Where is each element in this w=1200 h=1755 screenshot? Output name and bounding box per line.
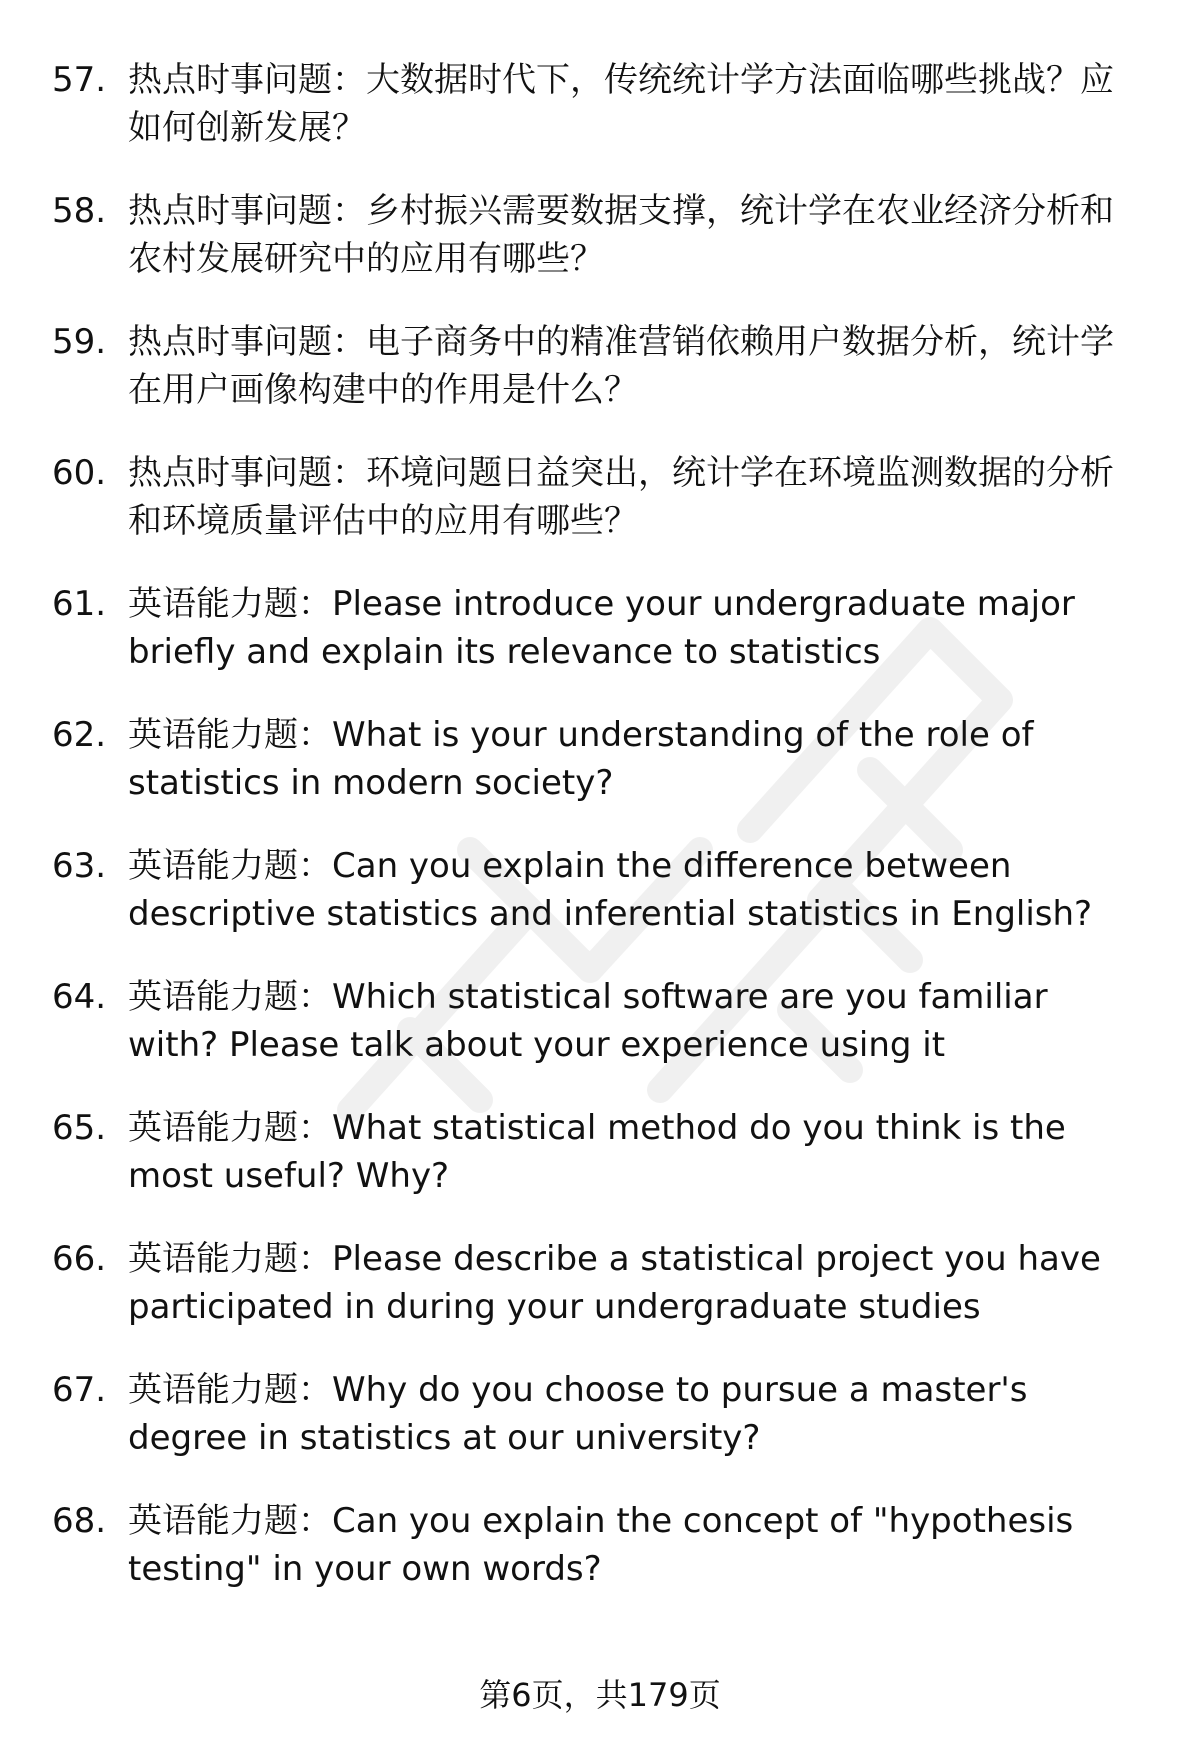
- question-number: 58.: [52, 191, 107, 231]
- question-text: 英语能力题：What statistical method do you think is the most useful? Why?: [128, 1108, 1066, 1196]
- question-number: 66.: [52, 1239, 107, 1279]
- question-text: 热点时事问题：大数据时代下，传统统计学方法面临哪些挑战？应如何创新发展？: [128, 60, 1114, 148]
- question-number: 60.: [52, 453, 107, 493]
- question-text: 英语能力题：What is your understanding of the role of statistics in modern society?: [128, 715, 1034, 803]
- question-text: 英语能力题：Why do you choose to pursue a master's degree in statistics at our university?: [128, 1370, 1028, 1458]
- question-item-63: [52, 842, 1142, 973]
- question-item-57: [52, 56, 1142, 187]
- question-text: 热点时事问题：电子商务中的精准营销依赖用户数据分析，统计学在用户画像构建中的作用是什么？: [128, 322, 1114, 410]
- question-list: [52, 56, 1142, 1628]
- question-item-68: [52, 1497, 1142, 1628]
- question-number: 62.: [52, 715, 107, 755]
- question-item-62: [52, 711, 1142, 842]
- question-text: 英语能力题：Which statistical software are you familiar with? Please talk about your experience using it: [128, 977, 1048, 1065]
- question-text: 热点时事问题：乡村振兴需要数据支撑，统计学在农业经济分析和农村发展研究中的应用有哪些？: [128, 191, 1114, 279]
- question-number: 61.: [52, 584, 107, 624]
- question-number: 65.: [52, 1108, 107, 1148]
- question-number: 67.: [52, 1370, 107, 1410]
- question-item-61: [52, 580, 1142, 711]
- question-item-59: [52, 318, 1142, 449]
- question-item-58: [52, 187, 1142, 318]
- page-indicator: 第6页，共179页: [479, 1676, 721, 1714]
- question-text: 英语能力题：Please describe a statistical project you have participated in during your undergraduate studies: [128, 1239, 1101, 1327]
- question-item-66: [52, 1235, 1142, 1366]
- question-item-65: [52, 1104, 1142, 1235]
- question-number: 59.: [52, 322, 107, 362]
- question-number: 64.: [52, 977, 107, 1017]
- question-text: 英语能力题：Please introduce your undergraduate major briefly and explain its relevance to statistics: [128, 584, 1075, 672]
- question-item-60: [52, 449, 1142, 580]
- question-number: 63.: [52, 846, 107, 886]
- question-number: 57.: [52, 60, 107, 100]
- question-item-64: [52, 973, 1142, 1104]
- question-text: 英语能力题：Can you explain the difference between descriptive statistics and inferential statistics in English?: [128, 846, 1093, 934]
- question-number: 68.: [52, 1501, 107, 1541]
- question-item-67: [52, 1366, 1142, 1497]
- question-text: 英语能力题：Can you explain the concept of "hypothesis testing" in your own words?: [128, 1501, 1074, 1589]
- question-text: 热点时事问题：环境问题日益突出，统计学在环境监测数据的分析和环境质量评估中的应用有哪些？: [128, 453, 1114, 541]
